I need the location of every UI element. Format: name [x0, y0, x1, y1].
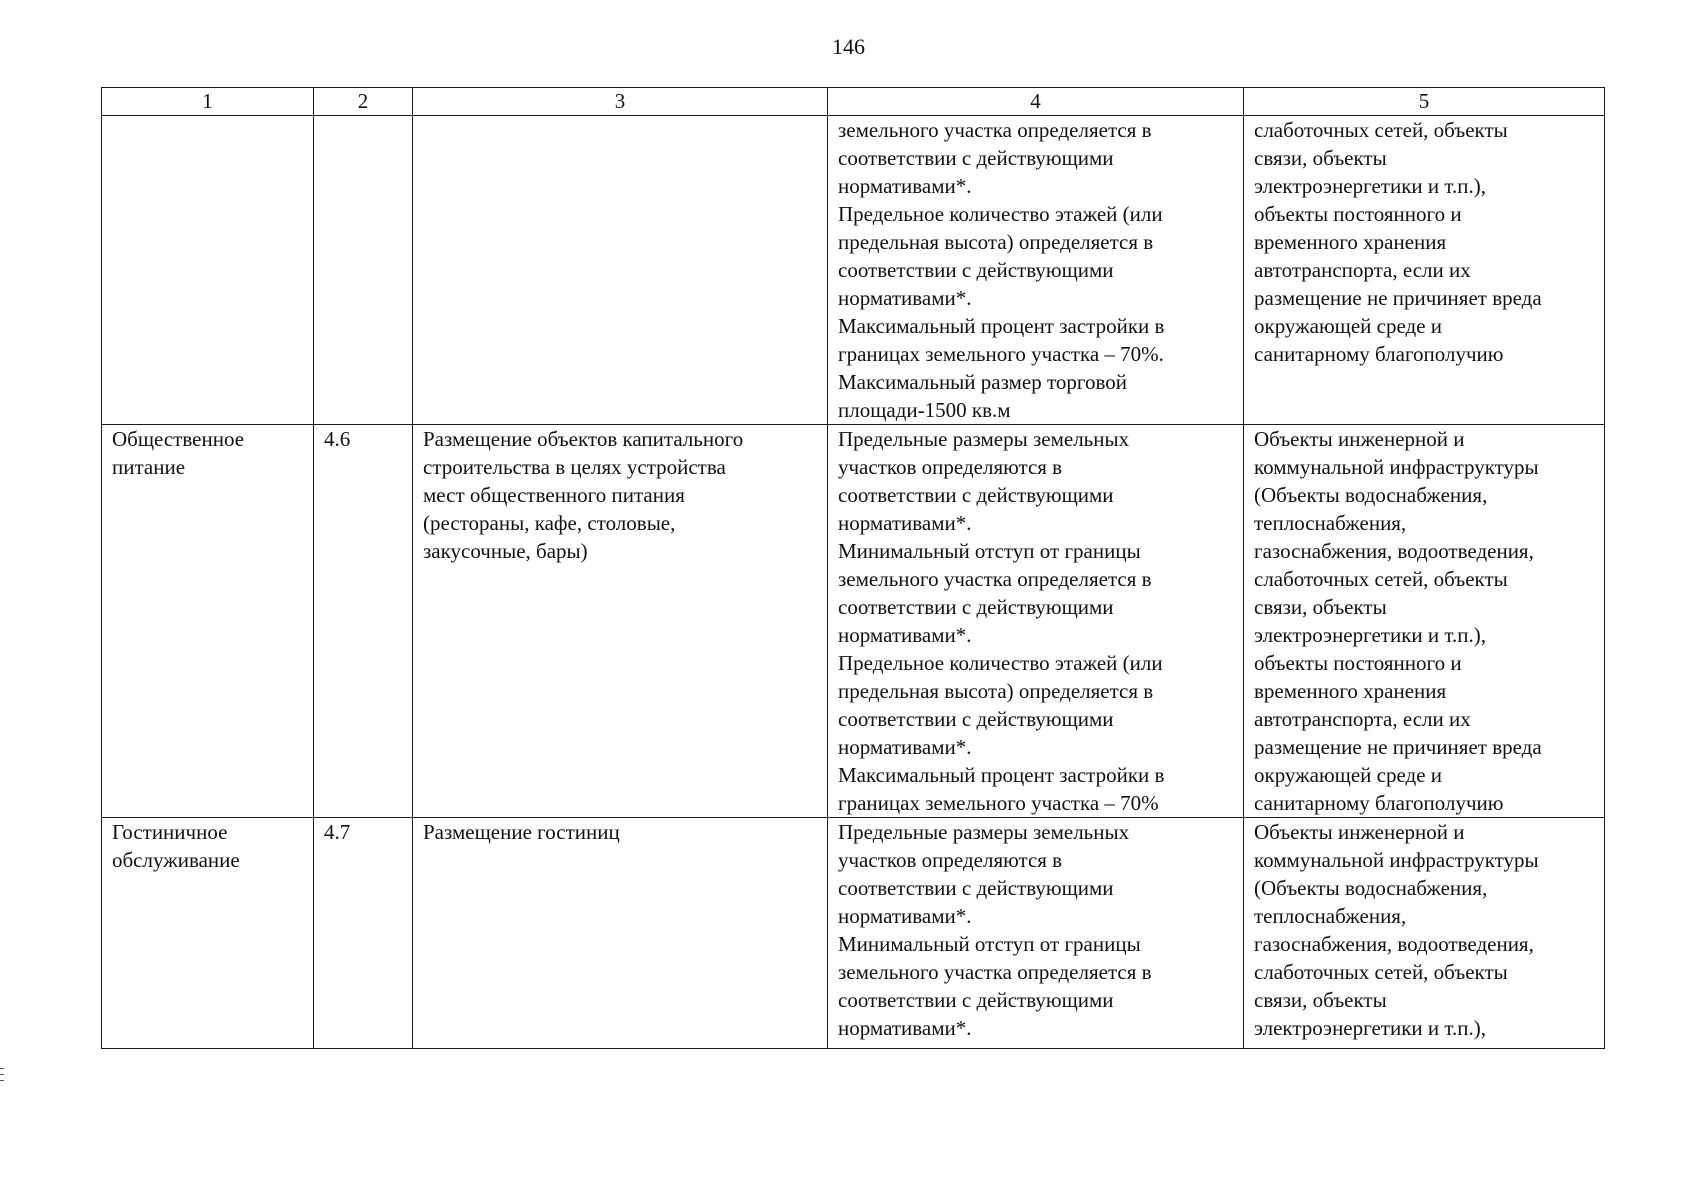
cell-text-line: санитарному благополучию	[1254, 791, 1504, 815]
cell-text-line: газоснабжения, водоотведения,	[1254, 932, 1534, 956]
cell-text-line: нормативами*.	[838, 904, 972, 928]
cell-text-line: размещение не причиняет вреда	[1254, 735, 1542, 759]
cell-text-line: Размещение гостиниц	[423, 820, 620, 844]
cell-text-line: границах земельного участка – 70%	[838, 791, 1159, 815]
cell-text-line: участков определяются в	[838, 848, 1063, 872]
cell-text-line: окружающей среде и	[1254, 314, 1443, 338]
cell-text-line: земельного участка определяется в	[838, 118, 1152, 142]
cell-text-line: нормативами*.	[838, 735, 972, 759]
cell-use-code	[314, 116, 413, 425]
cell-text-line: электроэнергетики и т.п.),	[1254, 1016, 1486, 1040]
cell-text-line: соответствии с действующими	[838, 483, 1114, 507]
cell-text-line: Предельное количество этажей (или	[838, 651, 1163, 675]
cell-text-line: теплоснабжения,	[1254, 511, 1407, 535]
cell-text-line: Предельное количество этажей (или	[838, 202, 1163, 226]
cell-text-line: обслуживание	[112, 848, 240, 872]
cell-text-line: Максимальный процент застройки в	[838, 314, 1165, 338]
cell-text-line: временного хранения	[1254, 679, 1447, 703]
cell-text-line: соответствии с действующими	[838, 876, 1114, 900]
cell-text-line: соответствии с действующими	[838, 988, 1114, 1012]
cell-permitted-objects	[1244, 116, 1605, 425]
cell-text-line: слаботочных сетей, объекты	[1254, 960, 1508, 984]
cell-text-line: автотранспорта, если их	[1254, 258, 1471, 282]
cell-text-line: предельная высота) определяется в	[838, 679, 1154, 703]
cell-text-line: границах земельного участка – 70%.	[838, 342, 1164, 366]
cell-text-line: коммунальной инфраструктуры	[1254, 455, 1539, 479]
cell-text-line: нормативами*.	[838, 623, 972, 647]
cell-text-line: (Объекты водоснабжения,	[1254, 876, 1488, 900]
cell-text-line: Минимальный отступ от границы	[838, 539, 1141, 563]
cell-text-line: строительства в целях устройства	[423, 455, 726, 479]
column-header-1: 1	[102, 88, 314, 116]
cell-text-line: связи, объекты	[1254, 988, 1387, 1012]
table-row	[102, 425, 1605, 818]
cell-text-line: нормативами*.	[838, 1016, 972, 1040]
cell-use-type	[102, 818, 314, 1049]
cell-parameters	[828, 425, 1244, 818]
cell-text-line: объекты постоянного и	[1254, 651, 1462, 675]
cell-text-line: нормативами*.	[838, 174, 972, 198]
cell-text-line: Объекты инженерной и	[1254, 820, 1465, 844]
cell-text-line: соответствии с действующими	[838, 258, 1114, 282]
cell-text-line: коммунальной инфраструктуры	[1254, 848, 1539, 872]
cell-text-line: Размещение объектов капитального	[423, 427, 744, 451]
cell-text-line: Общественное	[112, 427, 245, 451]
cell-text-line: объекты постоянного и	[1254, 202, 1462, 226]
cell-text-line: санитарному благополучию	[1254, 342, 1504, 366]
cell-parameters	[828, 818, 1244, 1049]
table-header-row	[102, 88, 1605, 116]
column-header-2: 2	[314, 88, 413, 116]
scan-margin-marks	[0, 1068, 4, 1086]
cell-text-line: соответствии с действующими	[838, 146, 1114, 170]
cell-use-type	[102, 425, 314, 818]
cell-text-line: 4.6	[324, 427, 351, 451]
cell-text-line: Объекты инженерной и	[1254, 427, 1465, 451]
cell-use-description	[413, 425, 828, 818]
cell-text-line: нормативами*.	[838, 286, 972, 310]
cell-text-line: Предельные размеры земельных	[838, 427, 1130, 451]
cell-use-type	[102, 116, 314, 425]
cell-text-line: нормативами*.	[838, 511, 972, 535]
cell-text-line: закусочные, бары)	[423, 539, 588, 563]
cell-text-line: окружающей среде и	[1254, 763, 1443, 787]
column-header-5: 5	[1244, 88, 1605, 116]
cell-use-description	[413, 116, 828, 425]
cell-text-line: временного хранения	[1254, 230, 1447, 254]
cell-text-line: слаботочных сетей, объекты	[1254, 118, 1508, 142]
cell-text-line: связи, объекты	[1254, 146, 1387, 170]
cell-text-line: 4.7	[324, 820, 351, 844]
cell-use-code	[314, 425, 413, 818]
cell-text-line: размещение не причиняет вреда	[1254, 286, 1542, 310]
column-header-3: 3	[413, 88, 828, 116]
cell-text-line: земельного участка определяется в	[838, 960, 1152, 984]
cell-text-line: автотранспорта, если их	[1254, 707, 1471, 731]
cell-text-line: предельная высота) определяется в	[838, 230, 1154, 254]
page-number: 146	[832, 34, 865, 59]
cell-text-line: питание	[112, 455, 186, 479]
cell-text-line: (рестораны, кафе, столовые,	[423, 511, 676, 535]
table-row	[102, 818, 1605, 1049]
cell-parameters	[828, 116, 1244, 425]
cell-text-line: Предельные размеры земельных	[838, 820, 1130, 844]
cell-text-line: электроэнергетики и т.п.),	[1254, 174, 1486, 198]
cell-text-line: Максимальный процент застройки в	[838, 763, 1165, 787]
cell-text-line: газоснабжения, водоотведения,	[1254, 539, 1534, 563]
cell-text-line: площади-1500 кв.м	[838, 398, 1011, 422]
cell-text-line: электроэнергетики и т.п.),	[1254, 623, 1486, 647]
table-body	[102, 116, 1605, 1049]
column-header-4: 4	[828, 88, 1244, 116]
cell-text-line: Минимальный отступ от границы	[838, 932, 1141, 956]
table-row	[102, 116, 1605, 425]
cell-permitted-objects	[1244, 818, 1605, 1049]
land-use-regulations-table	[101, 87, 1605, 1049]
cell-text-line: Максимальный размер торговой	[838, 370, 1127, 394]
cell-text-line: слаботочных сетей, объекты	[1254, 567, 1508, 591]
cell-text-line: соответствии с действующими	[838, 595, 1114, 619]
cell-text-line: теплоснабжения,	[1254, 904, 1407, 928]
cell-text-line: Гостиничное	[112, 820, 228, 844]
cell-permitted-objects	[1244, 425, 1605, 818]
cell-text-line: участков определяются в	[838, 455, 1063, 479]
cell-use-description	[413, 818, 828, 1049]
cell-text-line: земельного участка определяется в	[838, 567, 1152, 591]
cell-text-line: связи, объекты	[1254, 595, 1387, 619]
cell-text-line: соответствии с действующими	[838, 707, 1114, 731]
cell-use-code	[314, 818, 413, 1049]
cell-text-line: мест общественного питания	[423, 483, 685, 507]
cell-text-line: (Объекты водоснабжения,	[1254, 483, 1488, 507]
